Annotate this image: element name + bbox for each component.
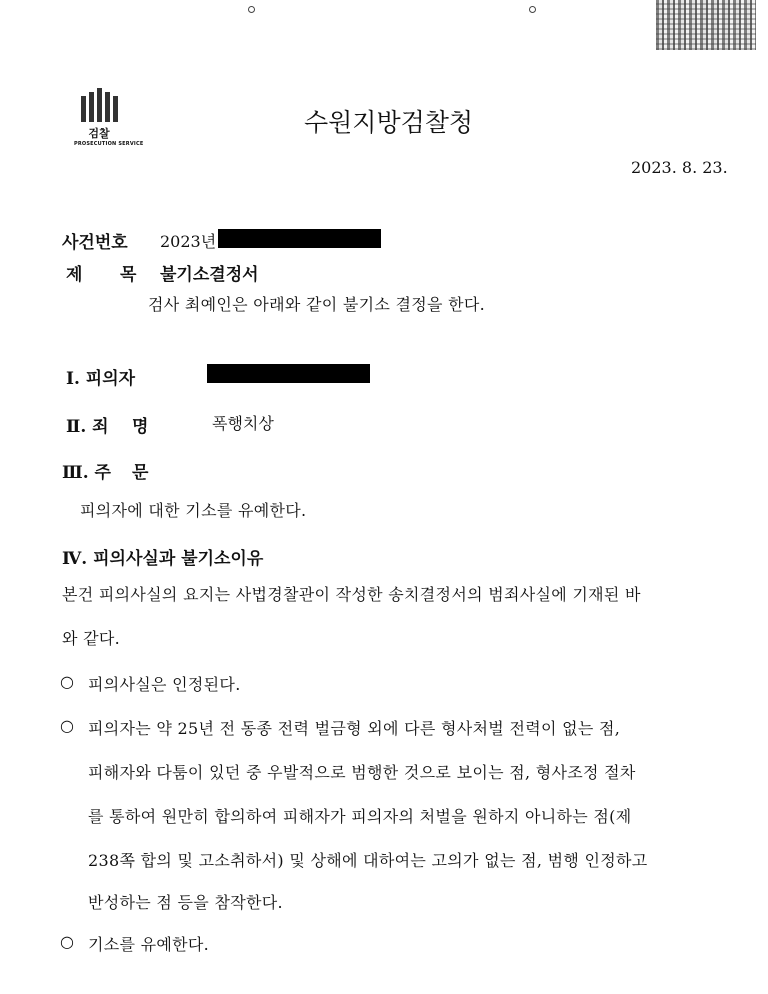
document-date: 2023. 8. 23. [631,158,728,177]
order-text: 피의자에 대한 기소를 유예한다. [80,501,307,520]
bullet-1: ○ [60,672,74,691]
barcode-image [656,0,756,50]
item-2-line-4: 238쪽 합의 및 고소취하서) 및 상해에 대하여는 고의가 없는 점, 범행 인정하고 [88,851,648,870]
order-label-part1: Ⅲ. 주 [62,463,111,483]
case-number-label: 사건번호 [62,233,128,253]
prosecution-logo [74,88,144,154]
item-2-line-3: 를 통하여 원만히 합의하여 피해자가 피의자의 처벌을 원하지 아니하는 점(제 [88,807,632,826]
punch-mark-left [248,6,255,13]
title-label-char2: 목 [120,265,137,285]
title-label-char1: 제 [66,265,83,285]
item-2-line-2: 피해자와 다툼이 있던 중 우발적으로 범행한 것으로 보이는 점, 형사조정 절차 [88,763,636,782]
redacted-case-number [218,229,381,248]
crime-label-part2: 명 [132,417,149,437]
redacted-suspect-name [207,364,370,383]
item-2-line-5: 반성하는 점 등을 참작한다. [88,893,283,912]
logo-bars-icon [74,88,124,122]
facts-label: Ⅳ. 피의사실과 불기소이유 [62,549,264,569]
document-title: 불기소결정서 [160,265,259,285]
item-3-text: 기소를 유예한다. [88,935,210,954]
item-2-line-1: 피의자는 약 25년 전 동종 전력 벌금형 외에 다른 형사처벌 전력이 없는 점, [88,719,621,738]
item-1-text: 피의사실은 인정된다. [88,675,241,694]
bullet-2: ○ [60,716,74,735]
logo-subtitle: PROSECUTION SERVICE [74,141,144,147]
crime-label-part1: Ⅱ. 죄 [66,417,109,437]
organization-name: 수원지방검찰청 [304,108,474,137]
crime-name: 폭행치상 [212,414,274,433]
facts-line-1: 본건 피의사실의 요지는 사법경찰관이 작성한 송치결정서의 범죄사실에 기재된 바 [62,585,641,604]
decision-intro: 검사 최예인은 아래와 같이 불기소 결정을 한다. [148,295,486,314]
case-number-year: 2023년 [160,232,217,251]
punch-mark-right [529,6,536,13]
suspect-label: Ⅰ. 피의자 [66,369,136,389]
facts-line-2: 와 같다. [62,629,121,648]
order-label-part2: 문 [132,463,149,483]
logo-title: 검찰 [88,127,110,140]
bullet-3: ○ [60,932,74,951]
